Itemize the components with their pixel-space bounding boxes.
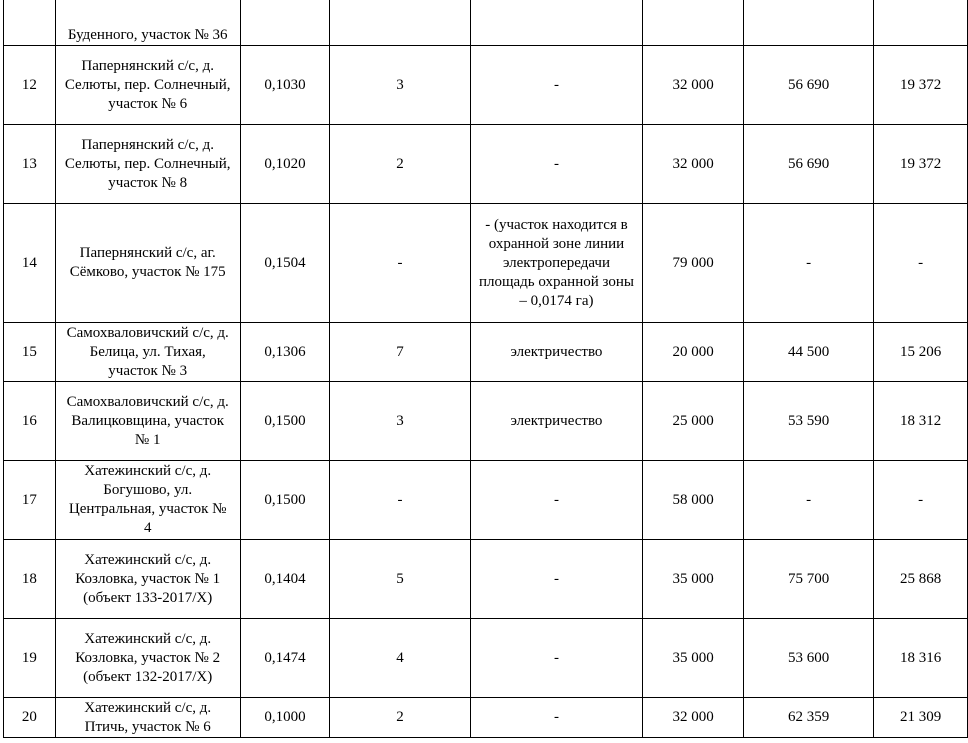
cell-utilities: электричество xyxy=(470,323,643,382)
cell-price1: 35 000 xyxy=(643,540,744,619)
cell-num: 20 xyxy=(4,698,56,738)
cell-address: Хатежинский с/с, д. Богушово, ул. Центральная, участок № 4 xyxy=(55,461,240,540)
cell-area: 0,1306 xyxy=(240,323,330,382)
cell-num: 12 xyxy=(4,46,56,125)
cell-col4: 3 xyxy=(330,382,470,461)
cell-price2: 56 690 xyxy=(743,125,873,204)
cell-price2 xyxy=(743,0,873,46)
table-row xyxy=(4,323,968,382)
cell-price1: 79 000 xyxy=(643,204,744,323)
cell-col4: 2 xyxy=(330,125,470,204)
cell-num: 19 xyxy=(4,619,56,698)
cell-area: 0,1474 xyxy=(240,619,330,698)
cell-price2: 53 600 xyxy=(743,619,873,698)
cell-col4: 3 xyxy=(330,46,470,125)
cell-price2: - xyxy=(743,461,873,540)
cell-col4: 2 xyxy=(330,698,470,738)
cell-num: 18 xyxy=(4,540,56,619)
cell-price3: - xyxy=(874,204,968,323)
table-row xyxy=(4,382,968,461)
cell-col4 xyxy=(330,0,470,46)
cell-utilities: - xyxy=(470,461,643,540)
cell-utilities: - (участок находится в охранной зоне линии электропередачи площадь охранной зоны – 0,0174 га) xyxy=(470,204,643,323)
table-row xyxy=(4,46,968,125)
cell-price1 xyxy=(643,0,744,46)
table-row xyxy=(4,619,968,698)
cell-price1: 32 000 xyxy=(643,698,744,738)
cell-col4: - xyxy=(330,461,470,540)
table-row xyxy=(4,204,968,323)
cell-price2: 56 690 xyxy=(743,46,873,125)
table-row-fragment xyxy=(4,0,968,46)
cell-price3: 25 868 xyxy=(874,540,968,619)
cell-utilities: - xyxy=(470,619,643,698)
cell-num: 16 xyxy=(4,382,56,461)
cell-address: Хатежинский с/с, д. Птичь, участок № 6 xyxy=(55,698,240,738)
cell-price1: 32 000 xyxy=(643,125,744,204)
cell-num: 14 xyxy=(4,204,56,323)
cell-price1: 20 000 xyxy=(643,323,744,382)
cell-num: 13 xyxy=(4,125,56,204)
cell-price3: 18 316 xyxy=(874,619,968,698)
cell-price3: 19 372 xyxy=(874,46,968,125)
table-row xyxy=(4,461,968,540)
cell-address: Самохваловичский с/с, д. Валицковщина, участок № 1 xyxy=(55,382,240,461)
cell-num xyxy=(4,0,56,46)
cell-col4: 4 xyxy=(330,619,470,698)
cell-utilities xyxy=(470,0,643,46)
cell-price3: 19 372 xyxy=(874,125,968,204)
table-row xyxy=(4,540,968,619)
land-plots-table xyxy=(3,0,968,738)
cell-price3: - xyxy=(874,461,968,540)
cell-utilities: - xyxy=(470,125,643,204)
cell-area: 0,1404 xyxy=(240,540,330,619)
cell-price3: 18 312 xyxy=(874,382,968,461)
cell-address: Хатежинский с/с, д. Козловка, участок № 1 (объект 133-2017/Х) xyxy=(55,540,240,619)
cell-col4: 5 xyxy=(330,540,470,619)
cell-price1: 25 000 xyxy=(643,382,744,461)
cell-num: 17 xyxy=(4,461,56,540)
cell-price2: 53 590 xyxy=(743,382,873,461)
table-row xyxy=(4,125,968,204)
cell-col4: - xyxy=(330,204,470,323)
cell-area: 0,1500 xyxy=(240,382,330,461)
cell-utilities: электричество xyxy=(470,382,643,461)
cell-price2: 75 700 xyxy=(743,540,873,619)
cell-area: 0,1000 xyxy=(240,698,330,738)
cell-price3: 15 206 xyxy=(874,323,968,382)
cell-price2: - xyxy=(743,204,873,323)
cell-price3 xyxy=(874,0,968,46)
cell-address: Буденного, участок № 36 xyxy=(55,0,240,46)
cell-address: Папернянский с/с, аг. Сёмково, участок № 175 xyxy=(55,204,240,323)
cell-price1: 35 000 xyxy=(643,619,744,698)
cell-area xyxy=(240,0,330,46)
cell-price1: 32 000 xyxy=(643,46,744,125)
cell-area: 0,1500 xyxy=(240,461,330,540)
cell-utilities: - xyxy=(470,540,643,619)
cell-address: Самохваловичский с/с, д. Белица, ул. Тихая, участок № 3 xyxy=(55,323,240,382)
cell-utilities: - xyxy=(470,698,643,738)
cell-price2: 62 359 xyxy=(743,698,873,738)
cell-col4: 7 xyxy=(330,323,470,382)
cell-area: 0,1504 xyxy=(240,204,330,323)
cell-area: 0,1020 xyxy=(240,125,330,204)
cell-address: Папернянский с/с, д. Селюты, пер. Солнечный, участок № 6 xyxy=(55,46,240,125)
cell-num: 15 xyxy=(4,323,56,382)
cell-utilities: - xyxy=(470,46,643,125)
table-row xyxy=(4,698,968,738)
cell-price1: 58 000 xyxy=(643,461,744,540)
cell-price3: 21 309 xyxy=(874,698,968,738)
cell-area: 0,1030 xyxy=(240,46,330,125)
cell-address: Папернянский с/с, д. Селюты, пер. Солнечный, участок № 8 xyxy=(55,125,240,204)
cell-price2: 44 500 xyxy=(743,323,873,382)
cell-address: Хатежинский с/с, д. Козловка, участок № 2 (объект 132-2017/Х) xyxy=(55,619,240,698)
